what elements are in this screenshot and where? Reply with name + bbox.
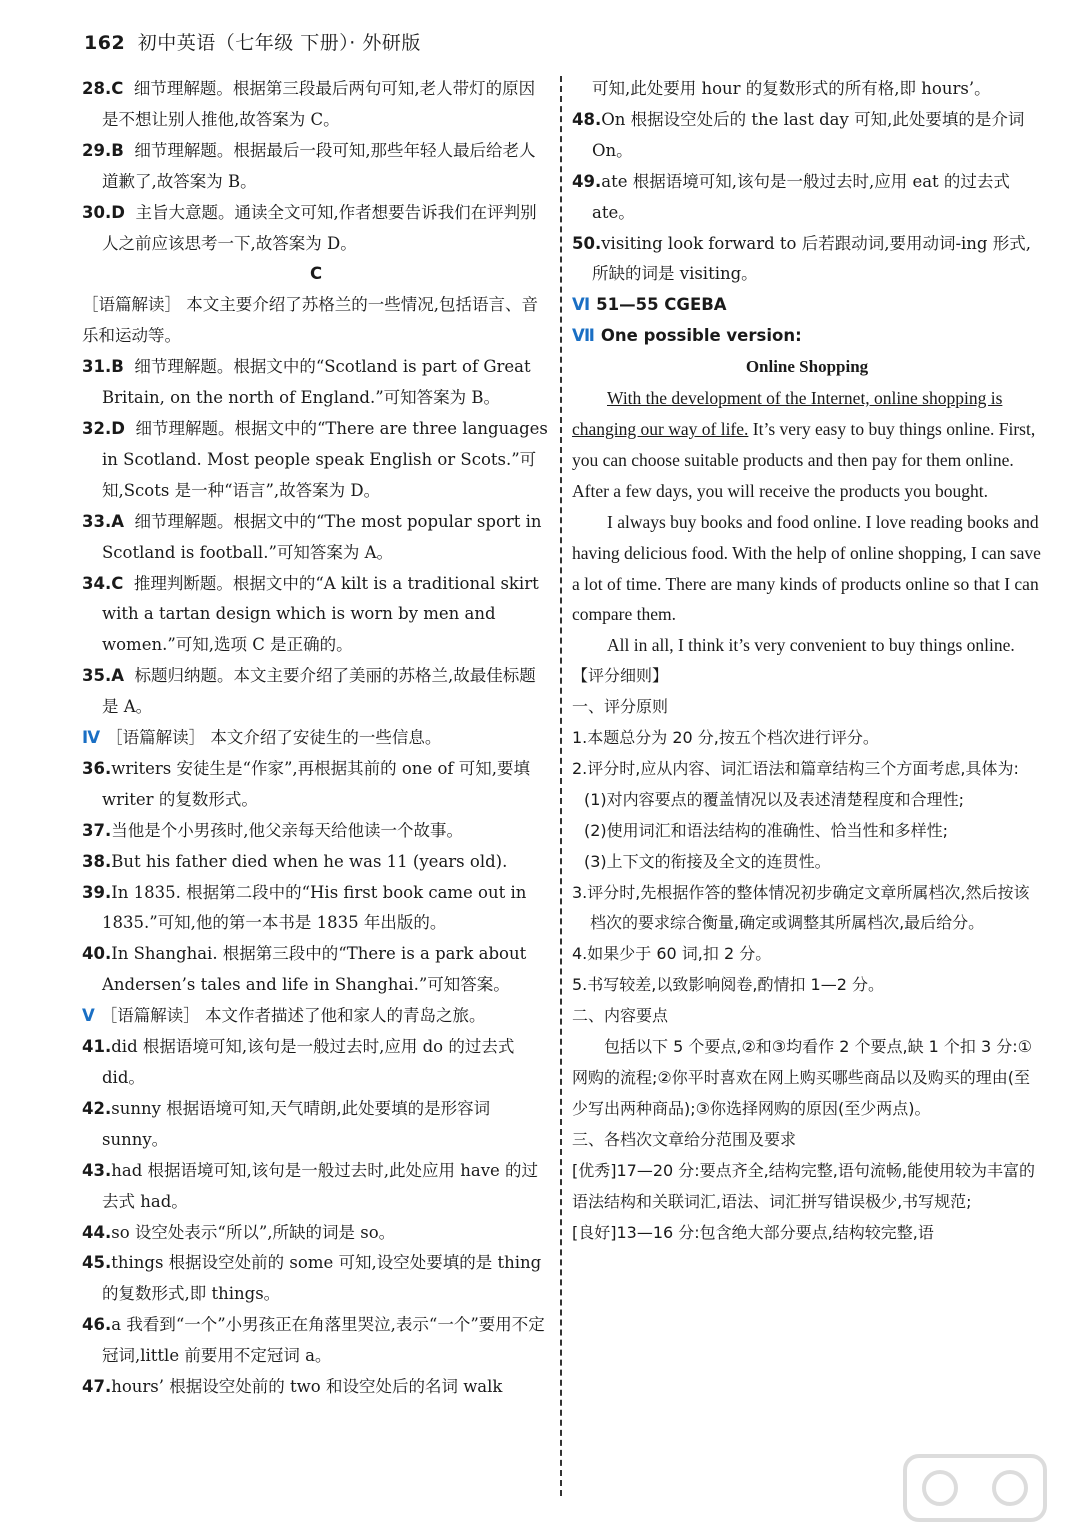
- rubric-rule: 4.如果少于 60 词,扣 2 分。: [572, 944, 772, 964]
- answers-48-50: [572, 105, 1042, 290]
- rubric-rule: 1.本题总分为 20 分,按五个档次进行评分。: [572, 728, 879, 748]
- topic-sentence: With the development of the Internet, online shopping is changing our way of life.: [572, 388, 1003, 439]
- answers-41-47: [82, 1032, 550, 1403]
- left-column: [82, 74, 550, 1403]
- answer-item: 43.had 根据语境可知,该句是一般过去时,此处应用 have 的过去式 had。: [82, 1160, 539, 1211]
- rubric-heading: 三、各档次文章给分范围及要求: [572, 1129, 797, 1149]
- roman-numeral-iv: Ⅳ: [82, 728, 101, 748]
- answer-item: 39.In 1835. 根据第二段中的“His first book came out in 1835.”可知,他的第一本书是 1835 年出版的。: [82, 882, 527, 933]
- page-header: [84, 28, 421, 55]
- right-column: [572, 74, 1042, 1248]
- roman-numeral-vi: Ⅵ: [572, 295, 591, 315]
- rubric-rule: 2.评分时,应从内容、词汇语法和篇章结构三个方面考虑,具体为:: [572, 758, 1019, 778]
- part-vii-label: Ⅶ One possible version:: [572, 326, 802, 346]
- answer-item: 28.C 细节理解题。根据第三段最后两句可知,老人带灯的原因是不想让别人推他,故答案为 C。: [82, 79, 536, 129]
- answers-28-30: [82, 74, 550, 259]
- rubric-grade: [良好]13—16 分:包含绝大部分要点,结构较完整,语: [572, 1222, 934, 1242]
- part-v-intro: Ⅴ ［语篇解读］ 本文作者描述了他和家人的青岛之旅。: [82, 1006, 486, 1026]
- answer-item: 29.B 细节理解题。根据最后一段可知,那些年轻人最后给老人道歉了,故答案为 B。: [82, 140, 536, 191]
- rubric-subrule: (2)使用词汇和语法结构的准确性、恰当性和多样性;: [584, 820, 949, 840]
- part-iv-intro: Ⅳ ［语篇解读］ 本文介绍了安徒生的一些信息。: [82, 728, 442, 748]
- answer-item: 38.But his father died when he was 11 (years old).: [82, 851, 508, 871]
- answer-item: 48.On 根据设空处后的 the last day 可知,此处要填的是介词 On。: [572, 109, 1025, 160]
- column-divider: [560, 76, 562, 1496]
- rubric-title: 【评分细则】: [572, 666, 669, 686]
- answer-item: 42.sunny 根据语境可知,天气晴朗,此处要填的是形容词 sunny。: [82, 1098, 491, 1149]
- answer-item: 49.ate 根据语境可知,该句是一般过去时,应用 eat 的过去式 ate。: [572, 171, 1010, 222]
- answer-47-continuation: 可知,此处要用 hour 的复数形式的所有格,即 hours’。: [592, 79, 991, 98]
- rubric-heading: 一、评分原则: [572, 697, 669, 717]
- answer-item: 40.In Shanghai. 根据第三段中的“There is a park about Andersen’s tales and life in Shanghai.”可知答案。: [82, 944, 527, 995]
- rubric-subrule: (3)上下文的衔接及全文的连贯性。: [584, 851, 831, 871]
- section-c-title: C: [309, 264, 323, 284]
- roman-numeral-vii: Ⅶ: [572, 326, 595, 346]
- answer-item: 36.writers 安徒生是“作家”,再根据其前的 one of 可知,要填 writer 的复数形式。: [82, 758, 530, 809]
- scoring-rubric: [572, 661, 1042, 1248]
- book-title: 初中英语（七年级 下册）· 外研版: [137, 32, 421, 54]
- answer-item: 41.did 根据语境可知,该句是一般过去时,应用 do 的过去式 did。: [82, 1037, 515, 1087]
- part-vi-answers: Ⅵ 51—55 CGEBA: [572, 295, 727, 315]
- answer-item: 30.D 主旨大意题。通读全文可知,作者想要告诉我们在评判别人之前应该思考一下,故答案为 D。: [82, 202, 537, 253]
- rubric-grade: [优秀]17—20 分:要点齐全,结构完整,语句流畅,能使用较为丰富的语法结构和关联词汇,语法、词汇拼写错误极少,书写规范;: [572, 1160, 1035, 1211]
- answers-36-40: [82, 754, 550, 1001]
- essay-paragraph: With the development of the Internet, online shopping is changing our way of life. It’s very easy to buy things online. First, you can choose suitable products and then pay for them online. After a few days, you will receive the products you bought.: [572, 388, 1036, 501]
- answer-item: 44.so 设空处表示“所以”,所缺的词是 so。: [82, 1222, 396, 1242]
- rubric-points: 包括以下 5 个要点,②和③均看作 2 个要点,缺 1 个扣 3 分:①网购的流程;②你平时喜欢在网上购买哪些商品以及购买的理由(至少写出两种商品);③你选择网购的原因(至少两点)。: [572, 1037, 1033, 1118]
- page-number: 162: [84, 32, 126, 54]
- answer-item: 35.A 标题归纳题。本文主要介绍了美丽的苏格兰,故最佳标题是 A。: [82, 666, 536, 717]
- answer-item: 50.visiting look forward to 后若跟动词,要用动词-ing 形式,所缺的词是 visiting。: [572, 233, 1031, 284]
- essay-paragraph: All in all, I think it’s very convenient to buy things online.: [607, 635, 1015, 656]
- answer-item: 46.a 我看到“一个”小男孩正在角落里哭泣,表示“一个”要用不定冠词,little 前要用不定冠词 a。: [82, 1315, 545, 1366]
- roman-numeral-v: Ⅴ: [82, 1006, 95, 1026]
- essay-title: Online Shopping: [745, 357, 869, 377]
- answer-item: 47.hours’ 根据设空处前的 two 和设空处后的名词 walk: [82, 1377, 503, 1397]
- rubric-heading: 二、内容要点: [572, 1006, 669, 1026]
- answers-31-35: [82, 352, 550, 723]
- watermark-logo: [900, 1448, 1050, 1528]
- answer-item: 45.things 根据设空处前的 some 可知,设空处要填的是 thing 的复数形式,即 things。: [82, 1253, 542, 1304]
- passage-c-intro: ［语篇解读］ 本文主要介绍了苏格兰的一些情况,包括语言、音乐和运动等。: [82, 295, 538, 346]
- answer-item: 31.B 细节理解题。根据文中的“Scotland is part of Great Britain, on the north of England.”可知答案为 B。: [82, 357, 531, 408]
- rubric-subrule: (1)对内容要点的覆盖情况以及表述清楚程度和合理性;: [584, 789, 965, 809]
- answer-item: 33.A 细节理解题。根据文中的“The most popular sport in Scotland is football.”可知答案为 A。: [82, 511, 542, 562]
- rubric-rule: 3.评分时,先根据作答的整体情况初步确定文章所属档次,然后按该档次的要求综合衡量,确定或调整其所属档次,最后给分。: [572, 882, 1030, 933]
- answer-item: 37.当他是个小男孩时,他父亲每天给他读一个故事。: [82, 820, 463, 840]
- answer-item: 34.C 推理判断题。根据文中的“A kilt is a traditional skirt with a tartan design which is worn by men and women.”可知,选项 C 是正确的。: [82, 573, 539, 655]
- essay-paragraph: I always buy books and food online. I love reading books and having delicious food. With the help of online shopping, I can save a lot of time. There are many kinds of products online so that I can compare them.: [572, 511, 1041, 625]
- answer-item: 32.D 细节理解题。根据文中的“There are three languages in Scotland. Most people speak English or Scots.”可知,Scots 是一种“语言”,故答案为 D。: [82, 418, 548, 500]
- rubric-rule: 5.书写较差,以致影响阅卷,酌情扣 1—2 分。: [572, 975, 884, 995]
